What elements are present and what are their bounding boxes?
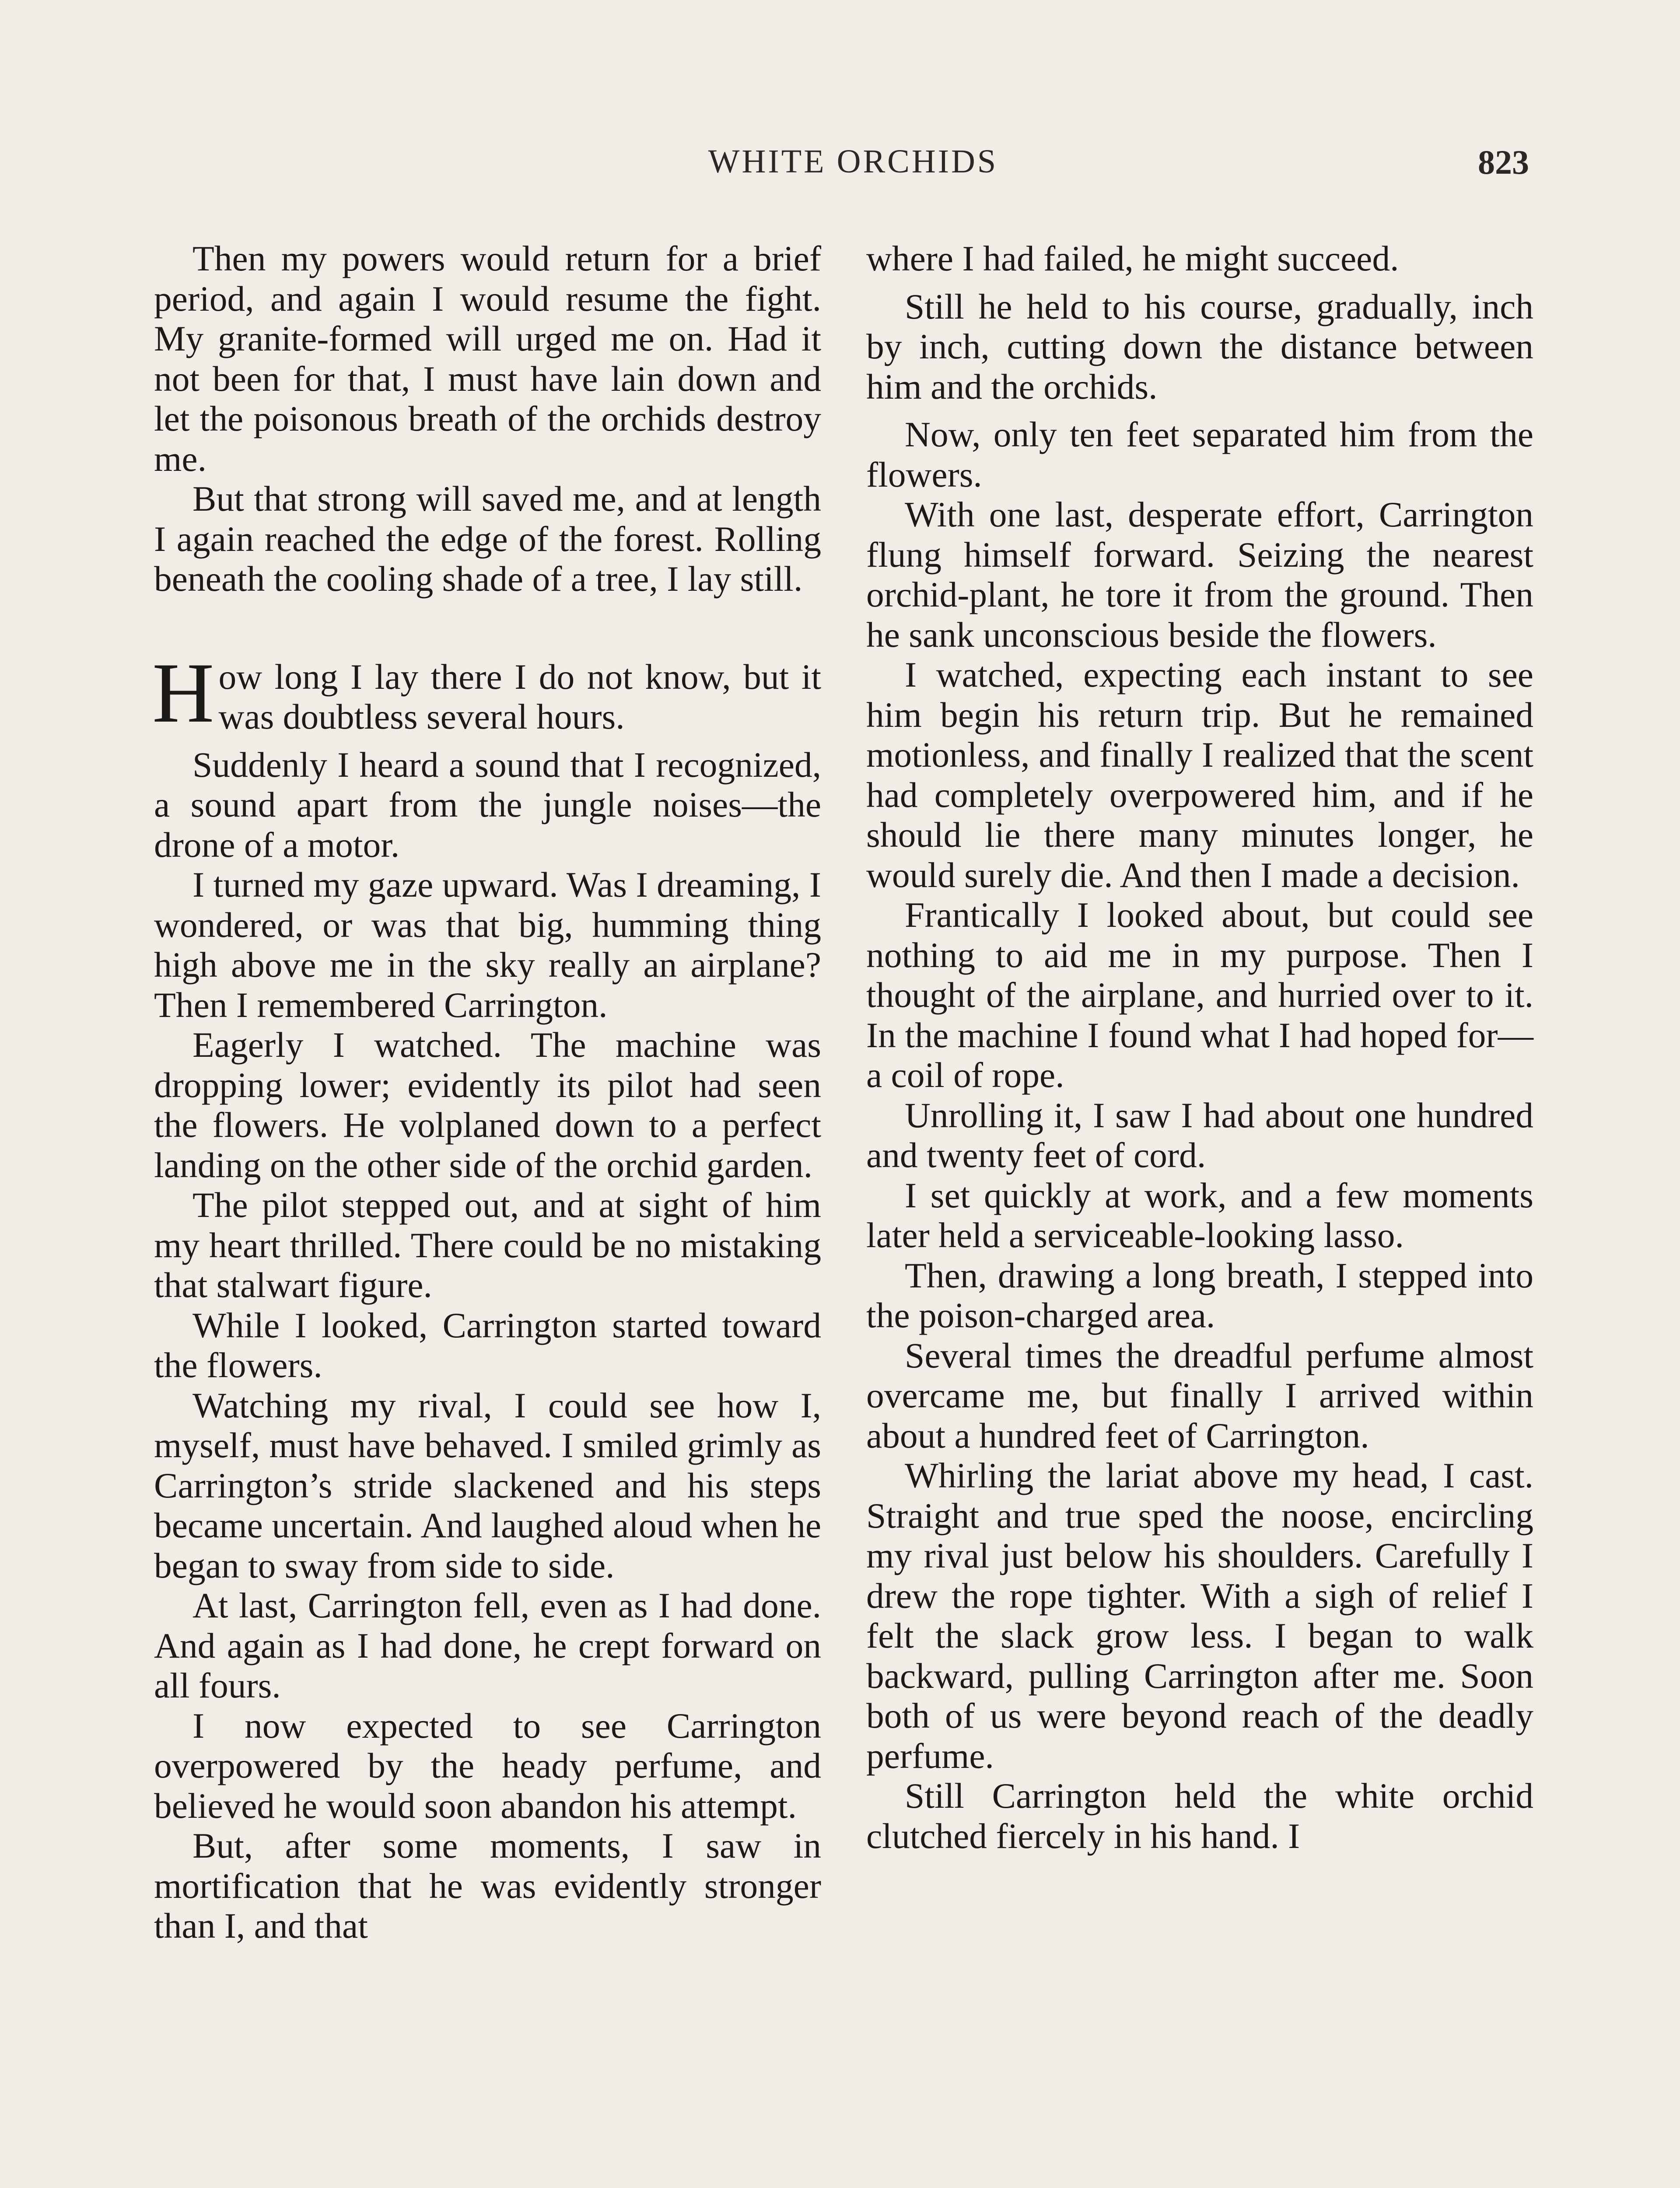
paragraph: I watched, expecting each instant to see him begin his return trip. But he remained motionless, and finally I realized that the scent had completely overpowered him, and if he should lie there many minutes longer, he would surely die. And then I made a decision.	[866, 655, 1533, 895]
section-opening-text: ow long I lay there I do not know, but it was doubtless several hours.	[218, 656, 821, 736]
page-number: 823	[1478, 143, 1529, 181]
paragraph-continuation: where I had failed, he might succeed.	[866, 238, 1399, 278]
paragraph: I turned my gaze upward. Was I dreaming, I wondered, or was that big, humming thing high above me in the sky really an airplane? Then I remembered Carrington.	[154, 865, 821, 1025]
paragraph: Eagerly I watched. The machine was dropping lower; evidently its pilot had seen the flowers. He volplaned down to a perfect landing on the other side of the orchid garden.	[154, 1025, 821, 1185]
left-column	[154, 238, 821, 1946]
paragraph: The pilot stepped out, and at sight of him my heart thrilled. There could be no mistaking that stalwart figure.	[154, 1185, 821, 1305]
drop-cap: H	[152, 645, 214, 740]
paragraph: Frantically I looked about, but could see nothing to aid me in my purpose. Then I thought of the airplane, and hurried over to it. In the machine I found what I had hoped for—a coil of rope.	[866, 895, 1533, 1095]
paragraph: Whirling the lariat above my head, I cast. Straight and true sped the noose, encircling my rival just below his shoulders. Carefully I drew the rope tighter. With a sigh of relief I felt the slack grow less. I began to walk backward, pulling Carrington after me. Soon both of us were beyond reach of the deadly perfume.	[866, 1455, 1533, 1776]
paragraph: But that strong will saved me, and at length I again reached the edge of the forest. Rolling beneath the cooling shade of a tree, I lay still.	[154, 479, 821, 599]
paragraph: With one last, desperate effort, Carrington flung himself forward. Seizing the nearest orchid-plant, he tore it from the ground. Then he sank unconscious beside the flowers.	[866, 494, 1533, 655]
paragraph: Unrolling it, I saw I had about one hundred and twenty feet of cord.	[866, 1095, 1533, 1175]
paragraph: Watching my rival, I could see how I, myself, must have behaved. I smiled grimly as Carrington’s stride slackened and his steps became uncertain. And laughed aloud when he began to sway from side to side.	[154, 1385, 821, 1585]
right-column	[866, 238, 1533, 1856]
section-opening-paragraph	[152, 645, 821, 740]
paragraph: Now, only ten feet separated him from the flowers.	[866, 414, 1533, 494]
paragraph: Still Carrington held the white orchid clutched fiercely in his hand. I	[866, 1776, 1533, 1856]
paragraph: While I looked, Carrington started toward the flowers.	[154, 1305, 821, 1385]
paragraph: Still he held to his course, gradually, inch by inch, cutting down the distance between him and the orchids.	[866, 286, 1533, 407]
paragraph: Suddenly I heard a sound that I recognized, a sound apart from the jungle noises—the drone of a motor.	[154, 744, 821, 865]
paragraph: Then my powers would return for a brief period, and again I would resume the fight. My granite-formed will urged me on. Had it not been for that, I must have lain down and let the poisonous breath of the orchids destroy me.	[154, 238, 821, 479]
paragraph: I now expected to see Carrington overpowered by the heady perfume, and believed he would soon abandon his attempt.	[154, 1705, 821, 1826]
paragraph: I set quickly at work, and a few moments later held a serviceable-looking lasso.	[866, 1175, 1533, 1255]
section-break	[154, 599, 821, 657]
paragraph: Then, drawing a long breath, I stepped into the poison-charged area.	[866, 1255, 1533, 1335]
paragraph: Several times the dreadful perfume almost overcame me, but finally I arrived within about a hundred feet of Carrington.	[866, 1335, 1533, 1455]
paragraph: At last, Carrington fell, even as I had done. And again as I had done, he crept forward on all fours.	[154, 1585, 821, 1705]
running-header-title: WHITE ORCHIDS	[708, 143, 998, 180]
paragraph: But, after some moments, I saw in mortification that he was evidently stronger than I, and that	[154, 1826, 821, 1946]
